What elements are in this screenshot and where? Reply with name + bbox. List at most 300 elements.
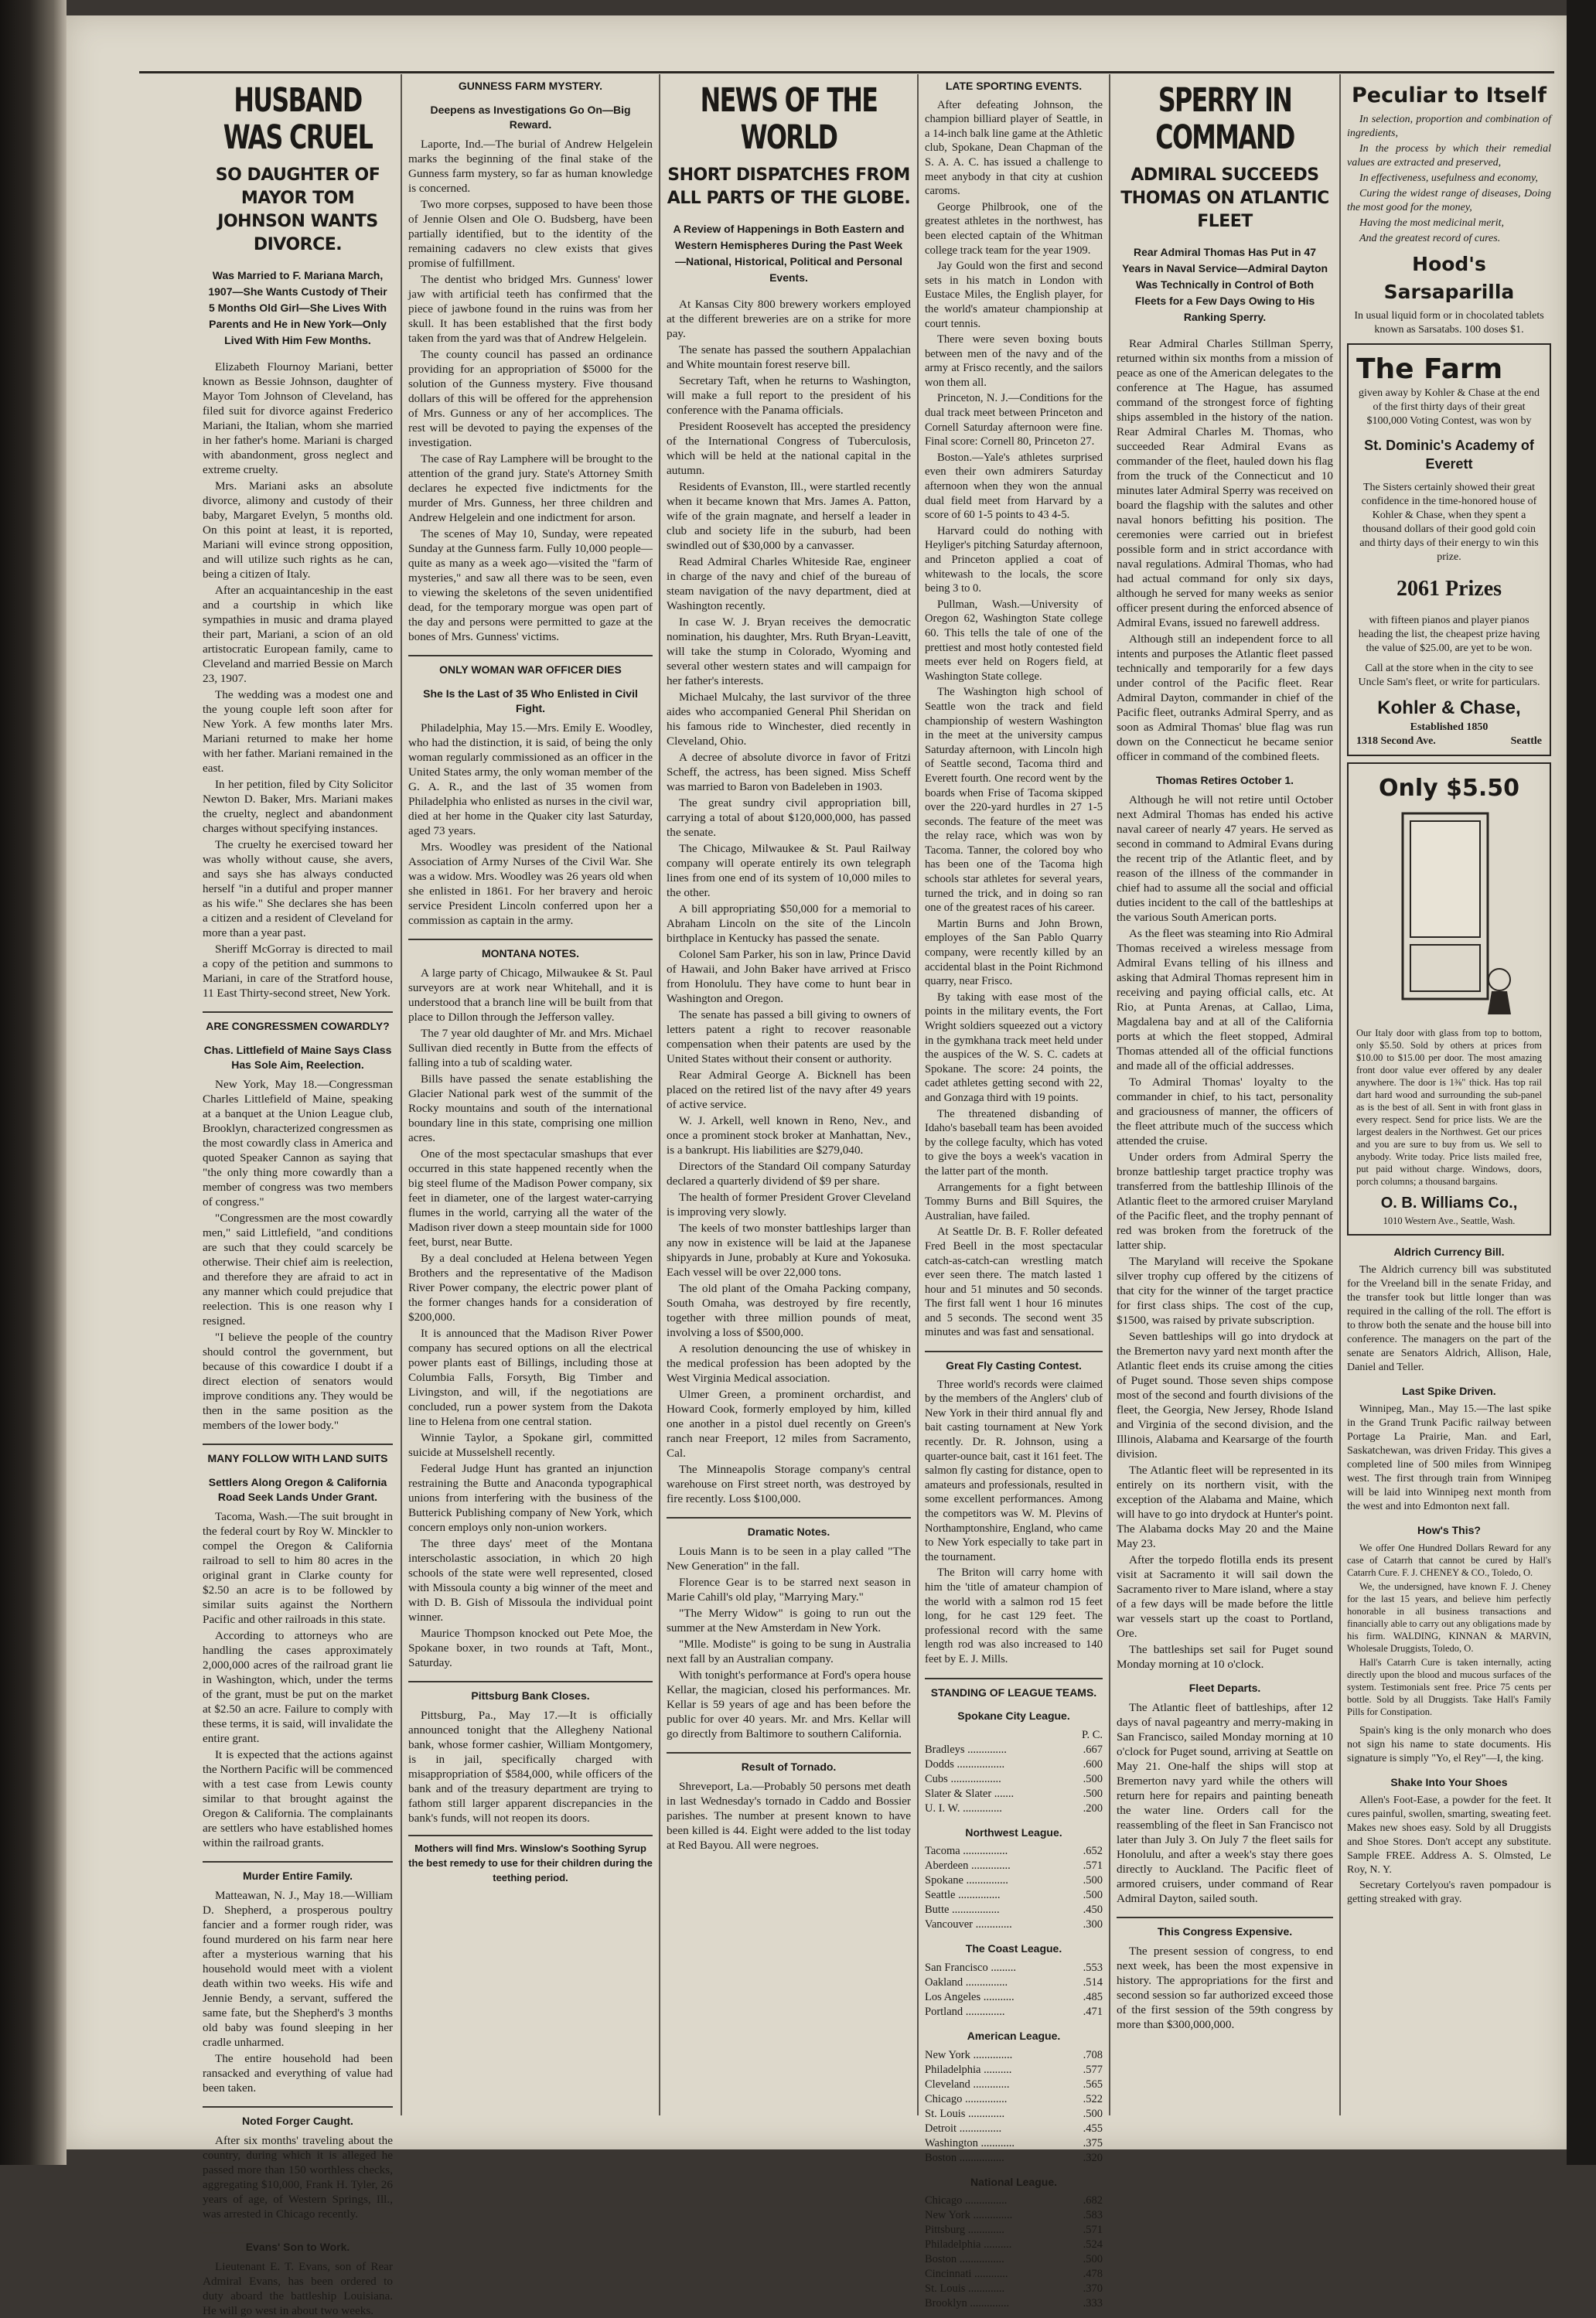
paragraph: The Atlantic fleet will be represented in its entirely on its northern visit, with the exception of the Alabama and Maine, which will have to go into drydock at Hunter's point. The Alabama docks May 20 and the Maine May 23. <box>1117 1464 1333 1550</box>
section-title: Dramatic Notes. <box>667 1517 911 1539</box>
team-pct: .500 <box>1083 1889 1103 1902</box>
team-name: St. Louis ............. <box>925 2107 1005 2120</box>
door-illustration-icon <box>1356 806 1542 1022</box>
table-row <box>925 2063 1103 2078</box>
team-pct: .571 <box>1083 2224 1103 2237</box>
team-pct: .485 <box>1083 1990 1103 2003</box>
table-row <box>925 2238 1103 2252</box>
league-title: The Coast League. <box>965 1942 1062 1955</box>
paragraph: Elizabeth Flournoy Mariani, better known as Bessie Johnson, daughter of Mayor Tom Johnson of Cleveland, has filed suit for divorce against Frederico Mariani, the Italian, whom she married in her father's home. Mariani is charged with abandonment, gross neglect and extreme cruelty. <box>203 360 393 476</box>
paragraph: Laporte, Ind.—The burial of Andrew Helgelein marks the beginning of the final stake of the Gunness farm mystery, so far as human knowledge is concerned. <box>408 138 653 195</box>
section-title: This Congress Expensive. <box>1117 1917 1333 1939</box>
section-title: Great Fly Casting Contest. <box>925 1351 1103 1373</box>
paragraph: Mrs. Mariani asks an absolute divorce, alimony and custody of their baby, Margaret Evelyn, 5 months old. On this point at least, it is reported, Mariani will evince strong opposition, and will utilize such rights as he can, being a citizen of Italy. <box>203 479 393 581</box>
paragraph: The dentist who bridged Mrs. Gunness' lower jaw with artificial teeth has confirmed that the piece of jawbone found in the ruins was from her skull. It has been established that the first body taken from the yard was that of Andrew Helgelein. <box>408 273 653 345</box>
column-4 <box>925 77 1103 2310</box>
column-rule <box>401 74 402 2115</box>
team-name: Philadelphia .......... <box>925 2238 1012 2252</box>
deck: Was Married to F. Mariana March, 1907—She Wants Custody of Their 5 Months Old Girl—She Lives With Parents and He in New York—Only Lived With Him Few Months. <box>208 269 387 346</box>
section-deck: Settlers Along Oregon & California Road Seek Lands Under Grant. <box>208 1476 387 1503</box>
team-pct: .450 <box>1083 1904 1103 1917</box>
table-row <box>925 2005 1103 2020</box>
table-row <box>925 1743 1103 1757</box>
standings-table <box>925 1961 1103 2020</box>
table-row <box>925 1859 1103 1873</box>
team-pct: .375 <box>1083 2136 1103 2149</box>
book-binding <box>0 0 66 2165</box>
table-row <box>925 1844 1103 1859</box>
team-pct: .522 <box>1083 2092 1103 2105</box>
team-pct: .571 <box>1083 1860 1103 1873</box>
table-row <box>925 2107 1103 2122</box>
paragraph: Arrangements for a fight between Tommy Burns and Bill Squires, the Australian, have failed. <box>925 1181 1103 1222</box>
paragraph: The entire household had been ransacked and everything of value had been taken. <box>203 2052 393 2095</box>
paragraph: Federal Judge Hunt has granted an injunction restraining the Butte and Anaconda typographical unions from interfering with the business of the Butterick Publishing company of New York, which concern employs only non-union workers. <box>408 1462 653 1534</box>
table-row <box>925 1961 1103 1975</box>
article-body <box>408 137 653 644</box>
team-name: St. Louis ............. <box>925 2282 1005 2296</box>
team-pct: .455 <box>1083 2122 1103 2135</box>
team-pct: .478 <box>1083 2268 1103 2281</box>
paragraph: The old plant of the Omaha Packing company, South Omaha, was destroyed by fire recently, together with three million pounds of meat, involving a loss of $500,000. <box>667 1282 911 1339</box>
paragraph: The scenes of May 10, Sunday, were repeated Sunday at the Gunness farm. Fully 10,000 people—quite as many as a week ago—visited the "farm of mysteries," and saw all there was to be seen, even to viewing the skeletons of the seven unidentified dead, for the temporary morgue was open part of the day and persons were permitted to gaze at the bones of Mrs. Gunness' victims. <box>408 527 653 643</box>
section-title: Shake Into Your Shoes <box>1390 1776 1508 1788</box>
team-pct: .320 <box>1083 2151 1103 2164</box>
team-name: U. I. W. .............. <box>925 1802 1002 1815</box>
paragraph: We, the undersigned, have known F. J. Cheney for the last 15 years, and believe him perfectly honorable in all business transactions and financially able to carry out any obligations made by his firm. WALDING, KINNAN & MARVIN, Wholesale Druggists, Toledo, O. <box>1347 1581 1551 1654</box>
article-body <box>667 1544 911 1741</box>
team-pct: .500 <box>1083 1772 1103 1785</box>
paragraph: Allen's Foot-Ease, a powder for the feet. It cures painful, swollen, smarting, sweating feet. Makes new shoes easy. Sold by all Druggists and Shoe Stores. Don't accept any substitute. Sample FREE. Address A. S. Olmsted, Le Roy, N. Y. <box>1347 1795 1551 1876</box>
paragraph: Residents of Evanston, Ill., were startled recently when it became known that Mrs. James A. Patton, wife of the grain magnate, and herself a leader in club and society life in the suburb, had been swindled out of $30,000 by a canvasser. <box>667 480 911 552</box>
section-title: Thomas Retires October 1. <box>1155 774 1294 786</box>
ad-copy: given away by Kohler & Chase at the end of the first thirty days of their great $100,000 Voting Contest, was won by <box>1358 387 1540 427</box>
team-name: Portland .............. <box>925 2005 1005 2018</box>
team-pct: .500 <box>1083 1874 1103 1887</box>
ad-title: The Farm <box>1356 353 1503 385</box>
ad-address-row <box>1356 735 1542 748</box>
paragraph: Matteawan, N. J., May 18.—William D. Shepherd, a prosperous poultry fancier and a former rough rider, was found murdered on his farm near here after a mysterious warning that his household would meet with a violent death within two weeks. His wife and Jennie Bendy, a servant, suffered the same fate, but the Shepherd's 3 months old baby was found sleeping in her cradle unharmed. <box>203 1889 393 2049</box>
team-pct: .583 <box>1083 2209 1103 2222</box>
paragraph: Lieutenant E. T. Evans, son of Rear Admiral Evans, has been ordered to duty aboard the battleship Louisiana. He will go west in about two weeks. <box>203 2260 393 2317</box>
ad-copy: Call at the store when in the city to see Uncle Sam's fleet, or write for particulars. <box>1358 663 1540 688</box>
section-title: MANY FOLLOW WITH LAND SUITS <box>203 1444 393 1466</box>
league-title: National League. <box>970 2175 1058 2188</box>
team-name: New York .............. <box>925 2048 1013 2061</box>
team-name: Boston ................ <box>925 2253 1004 2266</box>
paragraph: "I believe the people of the country should control the government, but because of this cowardice I doubt if a direct election of senators would improve conditions any. They would be then in the same position as the members of the lower body." <box>203 1331 393 1432</box>
table-row <box>925 2078 1103 2092</box>
team-name: Boston ................ <box>925 2151 1004 2164</box>
table-row <box>925 2092 1103 2107</box>
article-body <box>1347 1794 1551 1907</box>
article-body <box>203 1509 393 1850</box>
league-title: American League. <box>967 2029 1061 2042</box>
paragraph: Pittsburg, Pa., May 17.—It is officially announced tonight that the Allegheny National bank, whose former cashier, William Montgomery, is in jail, specifically charged with misappropriation of $584,000, while officers of the bank and of the treasury department are trying to fathom still larger apparent discrepancies in the bank's funds, will not reopen its doors. <box>408 1709 653 1825</box>
article-body <box>1347 1542 1551 1718</box>
paragraph: The Minneapolis Storage company's central warehouse on First street north, was destroyed by fire recently. Loss $100,000. <box>667 1463 911 1505</box>
paragraph: "Mlle. Modiste" is going to be sung in Australia next fall by an Australian company. <box>667 1638 911 1665</box>
farm-advertisement <box>1347 343 1551 756</box>
paragraph: The Briton will carry home with him the 'title of amateur champion of the world with a salmon rod 15 feet long, for he cast 129 feet. The professional record with the same length rod was also increased to 140 feet by E. J. Mills. <box>925 1566 1103 1665</box>
article-body <box>1347 1403 1551 1514</box>
paragraph: As the fleet was steaming into Rio Admiral Thomas received a wireless message from Admiral Evans telling of his illness and asking that Admiral Thomas represent him in receiving and paying official calls, etc. At Rio, at Punta Arenas, at Callao, Lima, Magdalena bay and at all of the California ports at which the fleet stopped, Admiral Thomas attended all of the official functions and made all of the official addresses. <box>1117 927 1333 1072</box>
team-pct: .652 <box>1083 1845 1103 1858</box>
team-name: New York .............. <box>925 2209 1013 2222</box>
paragraph: The Maryland will receive the Spokane silver trophy cup offered by the citizens of that city for the winner of the target practice for first class ships. The cost of the cup, $1500, was raised by private subscription. <box>1117 1255 1333 1327</box>
team-pct: .471 <box>1083 2005 1103 2018</box>
door-advertisement <box>1347 762 1551 1236</box>
deck: A Review of Happenings in Both Eastern and Western Hemispheres During the Past Week—National, Historical, Political and Personal Events. <box>673 223 905 284</box>
team-pct: .667 <box>1083 1743 1103 1756</box>
paragraph: Colonel Sam Parker, his son in law, Prince David of Hawaii, and John Baker have arrived at Frisco from Honolulu. They have come to hunt bear in Washington and Oregon. <box>667 948 911 1005</box>
ad-prizes: 2061 Prizes <box>1396 577 1502 601</box>
section-title: Result of Tornado. <box>667 1752 911 1774</box>
article-body <box>1117 336 1333 764</box>
paragraph: Tacoma, Wash.—The suit brought in the federal court by Roy W. Minckler to compel the Oregon & California railroad to sell to him 80 acres in the original grant in Clarke county for $2.50 an acre is to be followed by similar suits against the Northern Pacific and other railroads in this state. <box>203 1510 393 1626</box>
page-edge <box>1567 0 1596 2165</box>
ad-copy: In usual liquid form or in chocolated tablets known as Sarsatabs. 100 doses $1. <box>1354 310 1544 336</box>
paragraph: At Kansas City 800 brewery workers employed at the different breweries are on a strike for more pay. <box>667 298 911 340</box>
standings-table <box>925 2048 1103 2166</box>
paragraph: Ulmer Green, a prominent orchardist, and Howard Cook, formerly employed by him, killed one another in a pistol duel recently on Green's ranch near Freeport, 12 miles from Sacramento, Cal. <box>667 1388 911 1460</box>
paragraph: Having the most medicinal merit, <box>1359 217 1505 229</box>
team-pct: .370 <box>1083 2282 1103 2296</box>
table-row <box>925 2151 1103 2166</box>
deck: Rear Admiral Thomas Has Put in 47 Years in Naval Service—Admiral Dayton Was Technically in Control of Both Fleets for a Few Days Owing to His Ranking Sperry. <box>1121 246 1328 323</box>
table-row <box>925 1990 1103 2005</box>
paragraph: Hall's Catarrh Cure is taken internally, acting directly upon the blood and mucous surfaces of the system. Testimonials sent free. Price 75 cents per bottle. Sold by all Druggists. Take Hall's Family Pills for Constipation. <box>1347 1657 1551 1717</box>
paragraph: Shreveport, La.—Probably 50 persons met death in last Wednesday's tornado in Caddo and Bossier parishes. The number at present known to have been killed is 44. Eight were added to the list today at Red Bayou. All were negroes. <box>667 1780 911 1852</box>
column-rule <box>1109 74 1110 2115</box>
subhead: SHORT DISPATCHES FROM ALL PARTS OF THE GLOBE. <box>667 165 911 208</box>
paragraph: Florence Gear is to be starred next season in Marie Cahill's old play, "Marrying Mary." <box>667 1576 911 1604</box>
table-row <box>925 2282 1103 2296</box>
section-title: Fleet Departs. <box>1188 1682 1261 1694</box>
team-name: Chicago ............... <box>925 2092 1008 2105</box>
section-title: ONLY WOMAN WAR OFFICER DIES <box>408 655 653 677</box>
section-deck: Deepens as Investigations Go On—Big Reward. <box>430 104 631 131</box>
league-title: Northwest League. <box>965 1825 1062 1839</box>
paragraph: In the process by which their remedial values are extracted and preserved, <box>1347 143 1551 169</box>
table-row <box>925 1917 1103 1932</box>
ad-copy: with fifteen pianos and player pianos heading the list, the cheapest prize having the value of $25.00, are yet to be won. <box>1358 615 1540 654</box>
section-title: How's This? <box>1417 1524 1481 1536</box>
paragraph: Winnipeg, Man., May 15.—The last spike in the Grand Trunk Pacific railway between Portage La Prairie, Man. and Earl, Saskatchewan, was driven Friday. This gives a completed line of 500 miles from Winnipeg west. The first through train from Winnipeg will be laid into Winnipeg next month from the west and into Edmonton next fall. <box>1347 1403 1551 1512</box>
section-deck: She Is the Last of 35 Who Enlisted in Civil Fight. <box>423 687 638 714</box>
paragraph: There were seven boxing bouts between men of the navy and of the army at Frisco recently, and the sailors won them all. <box>925 333 1103 389</box>
paragraph: Boston.—Yale's athletes surprised even their own admirers Saturday afternoon when they won the annual dual field meet from Harvard by a score of 60 1-5 points to 43 4-5. <box>925 451 1103 522</box>
section-title: GUNNESS FARM MYSTERY. <box>458 80 603 92</box>
column-5 <box>1117 77 1333 2119</box>
article-body <box>667 297 911 1506</box>
table-row <box>925 2252 1103 2267</box>
paragraph: The three days' meet of the Montana interscholastic association, in which 20 high schools of the state were well represented, closed with Missoula county a big winner of the meet and with D. B. Gish of Missoula the individual point winner. <box>408 1537 653 1624</box>
ad-title: Peculiar to Itself <box>1352 84 1547 107</box>
headline: NEWS OF THE WORLD <box>700 81 878 157</box>
table-row <box>925 2048 1103 2063</box>
paragraph: The senate has passed the southern Appalachian and White mountain forest reserve bill. <box>667 343 911 371</box>
article-body <box>1117 1944 1333 2032</box>
table-row <box>925 1787 1103 1802</box>
team-name: Pittsburg ............. <box>925 2224 1004 2237</box>
standings-table <box>925 1844 1103 1932</box>
paragraph: A bill appropriating $50,000 for a memorial to Abraham Lincoln on the site of the Lincoln birthplace in Kentucky has passed the senate. <box>667 902 911 945</box>
paragraph: The Atlantic fleet of battleships, after 12 days of naval pageantry and merry-making in San Francisco, sailed Monday morning at 10 o'clock for Puget sound, arriving at Seattle on May 21. One-half the ships will stop at Bremerton navy yard while the others will return here for repairs and painting beneath the water line. Orders call for the reassembling of the fleet in San Francisco not later than July 3. On July 7 the fleet sails for Honolulu, and after a week's stay there goes directly to Auckland. The Pacific fleet of armored cruisers, under command of Rear Admiral Dayton, sailed south. <box>1117 1701 1333 1905</box>
table-row <box>925 1975 1103 1990</box>
paragraph: After six months' traveling about the country, during which it is alleged he passed more than 150 worthless checks, aggregating $10,000, Frank H. Tyler, 26 years of age, of Western Springs, Ill., was arrested in Chicago recently. <box>203 2134 393 2221</box>
team-pct: .333 <box>1083 2297 1103 2310</box>
table-row <box>925 1903 1103 1917</box>
table-row <box>925 1772 1103 1787</box>
article-body <box>408 721 653 928</box>
team-pct: .577 <box>1083 2063 1103 2076</box>
column-6 <box>1347 77 1551 2119</box>
article-body <box>408 1708 653 1825</box>
paragraph: The cruelty he exercised toward her was wholly without cause, she avers, and says she has always conducted herself "in a dutiful and proper manner as his wife." She declares she has been a citizen and a resident of Cleveland for more than a year past. <box>203 838 393 939</box>
team-pct: .500 <box>1083 2253 1103 2266</box>
section-title: ARE CONGRESSMEN COWARDLY? <box>203 1011 393 1034</box>
paragraph: The county council has passed an ordinance providing for an appropriation of $5000 for the solution of the Gunness mystery. Five thousand dollars of this will be offered for the apprehension of Mrs. Gunness or any of her accomplices. The rest will be devoted to paying the expenses of the investigation. <box>408 348 653 449</box>
article-body <box>203 2133 393 2221</box>
ad-city: Seattle <box>1510 735 1542 747</box>
ad-winner: St. Dominic's Academy of Everett <box>1364 438 1534 472</box>
paragraph: The Chicago, Milwaukee & St. Paul Railway company will operate entirely its own telegraph lines from one end of its system of 10,000 miles to the other. <box>667 842 911 899</box>
paragraph: The present session of congress, to end next week, has been the most expensive in history. The appropriations for the first and second session so far authorized exceed those of the first session of the 59th congress by more than $300,000,000. <box>1117 1945 1333 2031</box>
paragraph: Seven battleships will go into drydock at the Bremerton navy yard next month after the Atlantic fleet ends its cruise among the cities of Puget sound. Those seven ships compose most of the second and fourth divisions of the fleet, the Georgia, New Jersey, Rhode Island and Virginia of the second division, and the Illinois, Alabama and Kearsarge of the fourth division. <box>1117 1330 1333 1461</box>
paragraph: At Seattle Dr. B. F. Roller defeated Fred Beell in the most spectacular catch-as-catch-can wrestling match ever seen there. The match lasted 1 hour and 51 minutes and 50 seconds. The first fall went 1 hour 16 minutes and 5 seconds. The second went 35 minutes and was fast and sensational. <box>925 1225 1103 1339</box>
paragraph: It is announced that the Madison River Power company has secured options on all the electrical power plants east of Billings, including those at Columbia Falls, Forsyth, Big Timber and Livingston, and will, if the negotiations are concluded, run a power system from the Dakota line to Helena from one central station. <box>408 1327 653 1428</box>
table-row <box>925 1757 1103 1772</box>
headline: HUSBAND WAS CRUEL <box>223 81 373 157</box>
paragraph: After the torpedo flotilla ends its present visit at Sacramento it will sail down the Sacramento river to Mare island, where a stay of a few days will be made before the little war vessels start up the coast to Portland, Ore. <box>1117 1553 1333 1640</box>
column-rule <box>659 74 660 2115</box>
standings-table <box>925 2194 1103 2311</box>
paragraph: The case of Ray Lamphere will be brought to the attention of the grand jury. State's Attorney Smith declares he expected five indictments for the murder of Mrs. Gunness, her three children and Andrew Helgelein and one indictment for arson. <box>408 452 653 524</box>
paragraph: Sheriff McGorray is directed to mail a copy of the petition and summons to Mariani, in care of the Stratford house, 11 East Thirty-second street, New York. <box>203 943 393 1000</box>
article-body <box>203 2259 393 2318</box>
team-name: San Francisco ......... <box>925 1961 1016 1974</box>
table-row <box>925 1873 1103 1888</box>
table-row <box>925 2223 1103 2238</box>
paragraph: After defeating Johnson, the champion billiard player of Seattle, in a 14-inch balk line game at the Athletic club, Spokane, Dean Chapman of the S. A. A. C. has issued a challenge to meet anybody in that city at cushion caroms. <box>925 98 1103 198</box>
paragraph: W. J. Arkell, well known in Reno, Nev., and once a prominent stock broker at Manhattan, Nev., is a bankrupt. His liabilities are $279,040. <box>667 1114 911 1157</box>
ad-firm: O. B. Williams Co., <box>1380 1195 1518 1212</box>
team-pct: .200 <box>1083 1802 1103 1815</box>
article-body <box>1347 1263 1551 1375</box>
paragraph: After an acquaintanceship in the east and a courtship in which like sympathies in music and drama played their part, Mariani, a scion of an old artistocratic European family, came to Cleveland and married Bessie on March 23, 1907. <box>203 584 393 685</box>
league-title: Spokane City League. <box>957 1710 1070 1723</box>
team-name: Cleveland ............. <box>925 2078 1010 2091</box>
paragraph: Pullman, Wash.—University of Oregon 62, Washington State college 60. This tells the tale of one of the prettiest and most hotly contested field meets ever held on Rogers field, at Washington State college. <box>925 598 1103 683</box>
article-body <box>667 1779 911 1853</box>
team-name: Seattle ............... <box>925 1889 1001 1902</box>
team-pct: .600 <box>1083 1757 1103 1771</box>
ad-address: 1010 Western Ave., Seattle, Wash. <box>1383 1215 1516 1226</box>
paragraph: Winnie Taylor, a Spokane girl, committed suicide at Musselshell recently. <box>408 1431 653 1459</box>
paragraph: The wedding was a modest one and the young couple left soon after for New York. A few months later Mrs. Mariani returned to make her home with her father. Mariani remained in the east. <box>203 688 393 775</box>
column-rule <box>1339 74 1341 2115</box>
team-name: Slater & Slater ....... <box>925 1787 1015 1800</box>
section-title: Pittsburg Bank Closes. <box>408 1681 653 1703</box>
team-pct: .500 <box>1083 2107 1103 2120</box>
article-body <box>1117 1700 1333 1906</box>
paragraph: In effectiveness, usefulness and economy, <box>1359 172 1538 184</box>
column-2 <box>408 77 653 2119</box>
table-row <box>925 2296 1103 2311</box>
paragraph: To Admiral Thomas' loyalty to the commander in chief, to his tact, personality and graciousness of manner, the officers of the fleet attribute much of the success which attended the cruise. <box>1117 1075 1333 1147</box>
paragraph: Curing the widest range of diseases, Doing the most good for the money, <box>1347 188 1551 213</box>
team-name: Dodds ................. <box>925 1757 1005 1771</box>
paragraph: Rear Admiral Charles Stillman Sperry, returned within six months from a mission of peace as one of the American delegates to the conference at The Hague, has assumed command of the strongest force of fighting ships assembled in the history of the nation. Rear Admiral Charles M. Thomas, who succeeded Rear Admiral Evans as commander of the fleet, hauled down his flag from the truck of the Connecticut and 10 minutes later Admiral Sperry was received on board the flagship with the salutes and other naval honors befitting his position. The ceremonies were carried out in briefest possible form and in strict accordance with naval regulations. Admiral Thomas, who had had actual command for only six days, although he served for many weeks as senior officer present during the enforced absence of Admiral Evans, issued no farewell address. <box>1117 337 1333 629</box>
section-title: Aldrich Currency Bill. <box>1393 1246 1505 1258</box>
paragraph: In case W. J. Bryan receives the democratic nomination, his daughter, Mrs. Ruth Bryan-Leavitt, will take the stump in Colorado, Wyoming and several other western states and will campaign for her father's interests. <box>667 615 911 687</box>
table-row <box>925 2267 1103 2282</box>
paragraph: By taking with ease most of the points in the military events, the Fort Wright soldiers squeezed out a victory in the gymkhana track meet held under the auspices of the W. S. C. cadets at Spokane. The score: 24 points, the cadet athletes getting second with 22, and Gonzaga third with 19 points. <box>925 990 1103 1104</box>
team-name: Chicago ............... <box>925 2194 1008 2207</box>
table-row <box>925 2208 1103 2223</box>
team-name: Washington ............ <box>925 2136 1015 2149</box>
column-3 <box>667 77 911 2119</box>
article-body <box>925 98 1103 1340</box>
paragraph: Three world's records were claimed by the members of the Anglers' club of New York in their third annual fly and bait casting tournament at New York recently. Dr. R. Johnson, using a quarter-ounce bait, cast it 161 feet. The salmon fly casting for distance, open to amateurs and professionals, resulted in some excellent performances. Among the competitors was W. M. Plevins of Northamptonshire, England, who came to New York especially to take part in the tournament. <box>925 1378 1103 1563</box>
paragraph: Jay Gould won the first and second sets in his match in London with Eustace Miles, the English player, for the world's amateur championship at court tennis. <box>925 260 1103 330</box>
team-pct: .514 <box>1083 1975 1103 1989</box>
paragraph: The senate has passed a bill giving to owners of letters patent a right to recover reasonable compensation when their patents are used by the United States without their consent or authority. <box>667 1008 911 1065</box>
paragraph: The Washington high school of Seattle won the track and field championship of western Washington in the meet at the university campus Saturday afternoon, with Lincoln high of Seattle second, Tacoma third and Everett fourth. One record went by the boards when Frise of Tacoma skipped over the 220-yard hurdles in 27 1-5 seconds. The feature of the meet was the relay race, which was won by Tacoma. Tanner, the colored boy who has been one of the Tacoma high schools star athletes for several years, turned the trick, and in doing so ran one of the greatest races of his career. <box>925 686 1103 915</box>
ad-copy: The Sisters certainly showed their great confidence in the time-honored house of Kohler & Chase, when they spent a thousand dollars of their good gold coin and thirty days of their energy to win this prize. <box>1359 482 1539 563</box>
paragraph: "The Merry Widow" is going to run out the summer at the New Amsterdam in New York. <box>667 1607 911 1635</box>
team-name: Cubs .................. <box>925 1772 1001 1785</box>
paragraph: Spain's king is the only monarch who does not sign his name to state documents. His signature is simply "Yo, el Rey"—I, the king. <box>1347 1725 1551 1764</box>
paragraph: Michael Mulcahy, the last survivor of the three aides who accompanied General Phil Sheridan on his famous ride to Winchester, died recently in Cleveland, Ohio. <box>667 690 911 748</box>
standings-table <box>925 1728 1103 1816</box>
team-name: Philadelphia .......... <box>925 2063 1012 2076</box>
table-row <box>925 2122 1103 2136</box>
paragraph: A decree of absolute divorce in favor of Fritzi Scheff, the actress, has been signed. Miss Scheff was married to Baron von Badeleben in 1903. <box>667 751 911 793</box>
team-name: Los Angeles ........... <box>925 1990 1015 2003</box>
paragraph: With tonight's performance at Ford's opera house Kellar, the magician, closed his performances. Mr. Kellar is 59 years of age and has been before the public for over 40 years. Mr. and Mrs. Kellar will go directly from Baltimore to southern California. <box>667 1669 911 1740</box>
team-name: Brooklyn .............. <box>925 2297 1010 2310</box>
paragraph: The threatened disbanding of Idaho's baseball team has been avoided by the college faculty, which has voted to give the boys a week's vacation in the latter part of the month. <box>925 1107 1103 1178</box>
paragraph: Rear Admiral George A. Bicknell has been placed on the retired list of the navy after 49 years of active service. <box>667 1069 911 1111</box>
table-row <box>925 1888 1103 1903</box>
paragraph: Secretary Cortelyou's raven pompadour is getting streaked with gray. <box>1347 1880 1551 1905</box>
ad-copy <box>1347 113 1551 246</box>
team-name: Oakland ............... <box>925 1975 1008 1989</box>
paragraph: Secretary Taft, when he returns to Washington, will make a full report to the president of his conference with the Panama officials. <box>667 374 911 417</box>
paragraph: A resolution denouncing the use of whiskey in the medical profession has been adopted by the West Virginia Medical association. <box>667 1342 911 1385</box>
column-rule <box>917 74 919 2115</box>
paragraph: By a deal concluded at Helena between Yegen Brothers and the representative of the Madison River Power company, the electric power plant of the former changes hands for a consideration of $200,000. <box>408 1252 653 1324</box>
team-pct: .524 <box>1083 2238 1103 2252</box>
paragraph: Louis Mann is to be seen in a play called "The New Generation" in the fall. <box>667 1545 911 1573</box>
paragraph: A large party of Chicago, Milwaukee & St. Paul surveyors are at work near Whitehall, and it is understood that a branch line will be built from that place to Dillon through the Jefferson valley. <box>408 966 653 1024</box>
paragraph: New York, May 18.—Congressman Charles Littlefield of Maine, speaking at a banquet at the Union League club, Brooklyn, characterized congressmen as the most cowardly class in America and quoted Speaker Cannon as saying that "the only thing more cowardly than a member of congress was two members of congress." <box>203 1078 393 1208</box>
ad-brand: Hood's Sarsaparilla <box>1383 253 1515 303</box>
subhead: SO DAUGHTER OF MAYOR TOM JOHNSON WANTS DIVORCE. <box>215 165 380 254</box>
paragraph: It is expected that the actions against the Northern Pacific will be commenced with a test case from Lewis county similar to that brought against the Oregon & California. The complainants are settlers who have established homes within the railroad grants. <box>203 1748 393 1849</box>
standings-title: STANDING OF LEAGUE TEAMS. <box>925 1678 1103 1700</box>
top-rule <box>139 71 1554 73</box>
paragraph: The great sundry civil appropriation bill, carrying a total of about $120,000,000, has passed the senate. <box>667 796 911 839</box>
paragraph: According to attorneys who are handling the cases approximately 2,000,000 acres of the railroad grant lie in Washington, which, under the terms of the grant, must be put on the market at $2.50 an acre. Failure to comply with these terms, it is said, will invalidate the entire grant. <box>203 1629 393 1745</box>
section-title: Evans' Son to Work. <box>203 2232 393 2255</box>
article-body <box>203 1888 393 2095</box>
paragraph: The Aldrich currency bill was substituted for the Vreeland bill in the senate Friday, and the transfer took but little longer than was required in the calling of the roll. The effort is to throw both the senate and the house bill into conference. The managers on the part of the senate are Senators Aldrich, Allison, Hale, Daniel and Teller. <box>1347 1264 1551 1373</box>
paragraph: The battleships set sail for Puget sound Monday morning at 10 o'clock. <box>1117 1643 1333 1671</box>
article-body <box>203 1077 393 1433</box>
paragraph: Although still an independent force to all intents and purposes the Atlantic fleet passed technically and temporarily for a few days under control of the Pacific fleet. Rear Admiral Dayton, commander in chief of the Pacific fleet, outranks Admiral Sperry, and as soon as Admiral Thomas' blue flag was run down on the Connecticut he became senior officer in command of the combined fleets. <box>1117 632 1333 763</box>
section-deck: Chas. Littlefield of Maine Says Class Has Sole Aim, Reelection. <box>203 1044 392 1071</box>
section-title: Last Spike Driven. <box>1402 1385 1496 1397</box>
section-title: Noted Forger Caught. <box>203 2106 393 2129</box>
team-name: Butte ................. <box>925 1904 1000 1917</box>
table-row <box>925 1802 1103 1816</box>
paragraph: Maurice Thompson knocked out Pete Moe, the Spokane boxer, in two rounds at Taft, Mont., Saturday. <box>408 1627 653 1669</box>
team-pct: .708 <box>1083 2048 1103 2061</box>
team-pct: .300 <box>1083 1918 1103 1931</box>
paragraph: Harvard could do nothing with Heyliger's pitching Saturday afternoon, and Princeton applied a coat of whitewash to the locals, the score being 3 to 0. <box>925 524 1103 595</box>
team-pct: .500 <box>1083 1787 1103 1800</box>
paragraph: We offer One Hundred Dollars Reward for any case of Catarrh that cannot be cured by Hall's Catarrh Cure. F. J. CHENEY & CO., Toledo, O. <box>1347 1542 1551 1578</box>
team-name: Bradleys .............. <box>925 1743 1007 1756</box>
team-pct: .682 <box>1083 2194 1103 2207</box>
team-pct: .553 <box>1083 1961 1103 1974</box>
team-name: Cincinnati ............ <box>925 2268 1008 2281</box>
team-name: Aberdeen .............. <box>925 1860 1011 1873</box>
article-body <box>925 1378 1103 1667</box>
paragraph: Directors of the Standard Oil company Saturday declared a quarterly dividend of $9 per share. <box>667 1160 911 1188</box>
paragraph: Princeton, N. J.—Conditions for the dual track meet between Princeton and Cornell Saturday afternoon were fine. Final score: Cornell 80, Princeton 27. <box>925 392 1103 448</box>
paragraph: The 7 year old daughter of Mr. and Mrs. Michael Sullivan died recently in Butte from the effects of falling into a tub of scalding water. <box>408 1027 653 1069</box>
paragraph: Bills have passed the senate establishing the Glacier National park west of the summit of the Rocky mountains and south of the international boundary line in this state, comprising one million acres. <box>408 1072 653 1144</box>
paragraph: And the greatest record of cures. <box>1359 233 1501 244</box>
paragraph: One of the most spectacular smashups that ever occurred in this state happened recently when the big steel flume of the Madison Power company, six feet in diameter, one of the largest water-carrying flumes in the world, carrying all the water of the Madison river down a steep mountain side for 1000 feet, burst, near Butte. <box>408 1147 653 1249</box>
team-name: Detroit ............... <box>925 2122 1002 2135</box>
paragraph: Under orders from Admiral Sperry the bronze battleship target practice trophy was transferred from the battleship Illinois of the Atlantic fleet to the armored cruiser Maryland of the Pacific fleet, and the trophy pennant of red was broken from the foretruck of the latter ship. <box>1117 1150 1334 1252</box>
ad-address: 1318 Second Ave. <box>1356 735 1436 747</box>
team-name: Vancouver ............. <box>925 1918 1012 1931</box>
section-title: LATE SPORTING EVENTS. <box>945 80 1083 92</box>
section-title: MONTANA NOTES. <box>408 939 653 961</box>
paragraph: Philadelphia, May 15.—Mrs. Emily E. Woodley, who had the distinction, it is said, of being the only woman regularly commissioned as an officer in the United States army, the only woman member of the G. A. R., and the last of 35 women from Philadelphia who enlisted as nurses in the civil war, died at her home in the Quaker city last Saturday, aged 73 years. <box>408 721 653 837</box>
section-title: Murder Entire Family. <box>203 1861 393 1883</box>
column-1 <box>203 77 393 2317</box>
team-pct: .565 <box>1083 2078 1103 2091</box>
paragraph: In her petition, filed by City Solicitor Newton D. Baker, Mrs. Mariani makes the cruelty, neglect and abandonment charges without specifying instances. <box>203 778 393 835</box>
paragraph: Mrs. Woodley was president of the National Association of Army Nurses of the Civil War. She was a widow. Mrs. Woodley was 26 years old when she enlisted in 1861. For her bravery and heroic service President Lincoln conferred upon her a commission as captain in the army. <box>408 840 653 927</box>
team-name: Spokane ............... <box>925 1874 1008 1887</box>
paragraph: The keels of two monster battleships larger than any now in existence will be laid at the Japanese shipyards in June, probably at Kure and Yokosuka. Each vessel will be over 22,000 tons. <box>667 1222 911 1279</box>
table-row <box>925 2194 1103 2208</box>
paragraph: The health of former President Grover Cleveland is improving very slowly. <box>667 1191 911 1219</box>
article-body <box>408 966 653 1670</box>
paragraph: "Congressmen are the most cowardly men," said Littlefield, "and conditions are such that they could scarcely be otherwise. Their chief aim is reelection, and therefore they are afraid to act in any manner which could prejudice that reelection. This is one reason why I resigned. <box>203 1212 393 1328</box>
paragraph: Read Admiral Charles Whiteside Rae, engineer in charge of the navy and chief of the bureau of steam navigation of the navy department, died at Washington recently. <box>667 555 911 612</box>
pc-header: P. C. <box>1081 1728 1103 1741</box>
ad-copy: Our Italy door with glass from top to bottom, only $5.50. Sold by others at prices from $10.00 to $15.00 per door. The most amazing front door value ever offered by any dealer anywhere. The door is 1⅜" thick. Has top rail dart hard wood and surrounding the sub-panel as is the best of all. Sent in with front glass in every respect. Send for price lists. We are the largest dealers in the Northwest. Get our prices and you are sure to buy from us. We sell to anybody. Write today. Price lists mailed free, put paid without charge. Windows, doors, porch columns; a thousand bargains. <box>1356 1028 1542 1187</box>
paragraph: In selection, proportion and combination of ingredients, <box>1347 114 1551 139</box>
paragraph: Martin Burns and John Brown, employes of the San Pablo Quarry company, were recently killed by an accidental blast in the Point Richmond quarry, near Frisco. <box>925 917 1103 988</box>
paragraph: George Philbrook, one of the greatest athletes in the northwest, has been elected captain of the Whitman college track team for the year 1909. <box>925 200 1103 257</box>
advertisement: Mothers will find Mrs. Winslow's Soothing Syrup the best remedy to use for their children during the teething period. <box>408 1835 653 1885</box>
article-body <box>203 360 393 1000</box>
paragraph: President Roosevelt has accepted the presidency of the International Congress of Tuberculosis, which will be held at the national capital in the autumn. <box>667 420 911 477</box>
headline: SPERRY IN COMMAND <box>1155 81 1294 157</box>
standings-tables <box>925 1709 1103 2311</box>
article-body <box>1347 1724 1551 1766</box>
